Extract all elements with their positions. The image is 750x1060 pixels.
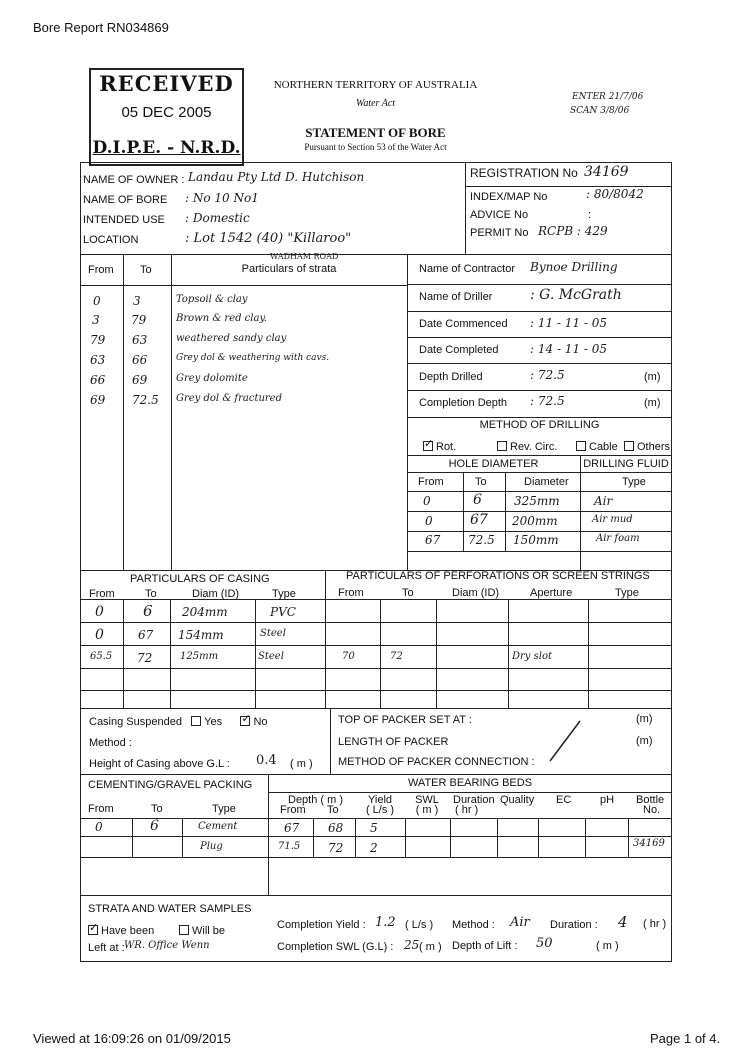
water-row-yield: 2	[370, 841, 378, 855]
casing-row-type: PVC	[270, 605, 296, 619]
perf-type-label: Type	[615, 587, 639, 599]
water-yield-unit: ( L/s )	[365, 804, 395, 816]
territory-title: NORTHERN TERRITORY OF AUSTRALIA	[273, 79, 478, 91]
others-checkbox	[624, 441, 634, 451]
depth-drilled-value: : 72.5	[530, 368, 565, 382]
water-depth-to: To	[327, 804, 339, 816]
hole-row-to: 72.5	[468, 533, 495, 547]
hole-row-type: Air	[594, 494, 613, 508]
permit-value: RCPB : 429	[538, 224, 608, 238]
registration-value: 34169	[584, 164, 629, 180]
completion-swl-value: 25	[404, 938, 420, 952]
depth-lift-label: Depth of Lift :	[452, 940, 518, 952]
water-quality-label: Quality	[500, 794, 535, 806]
casing-row-from: 65.5	[90, 651, 113, 662]
completion-depth-value: : 72.5	[530, 394, 565, 408]
driller-label: Name of Driller	[419, 291, 493, 303]
stamp-dept: D.I.P.E. - N.R.D.	[92, 138, 241, 158]
casing-row-diam: 204mm	[182, 605, 228, 619]
strata-row-desc: Grey dol & fractured	[176, 393, 282, 404]
owner-label: NAME OF OWNER :	[83, 174, 185, 186]
cementing-row-type: Plug	[200, 841, 223, 852]
length-packer-label: LENGTH OF PACKER	[338, 736, 449, 748]
strata-row-desc: Topsoil & clay	[176, 294, 248, 305]
scan-note: SCAN 3/8/06	[570, 106, 630, 116]
hole-row-diam: 200mm	[512, 514, 558, 528]
rot-checkbox-checked	[423, 441, 433, 451]
casing-row-diam: 154mm	[178, 628, 224, 642]
hole-diameter-col-label: Diameter	[524, 476, 569, 488]
strata-row-desc: weathered sandy clay	[176, 333, 287, 344]
enter-note: ENTER 21/7/06	[572, 92, 644, 102]
completion-duration-unit: ( hr )	[643, 918, 667, 930]
method-drilling-label: METHOD OF DRILLING	[479, 419, 600, 431]
yes-checkbox	[191, 716, 201, 726]
water-bearing-label: WATER BEARING BEDS	[407, 777, 533, 789]
strata-row-from: 0	[93, 294, 101, 308]
strata-row-to: 63	[132, 333, 148, 347]
water-duration-label: Duration	[453, 794, 495, 806]
strata-row-desc: Grey dolomite	[176, 373, 248, 384]
perf-row-from: 70	[342, 651, 355, 662]
cementing-type-label: Type	[212, 803, 236, 815]
perf-aperture-label: Aperture	[530, 587, 573, 599]
completion-swl-unit: ( m )	[419, 941, 442, 953]
registration-label: REGISTRATION No	[470, 166, 578, 180]
completion-depth-label: Completion Depth	[419, 397, 508, 409]
strata-row-desc: Grey dol & weathering with cavs.	[176, 353, 330, 363]
cementing-row-type: Cement	[198, 821, 238, 832]
casing-suspended: Casing Suspended Yes ✓ No	[89, 716, 268, 728]
strata-row-to: 66	[132, 353, 148, 367]
strata-from-label: From	[88, 264, 114, 276]
cable-checkbox	[576, 441, 586, 451]
depth-drilled-unit: (m)	[644, 371, 661, 383]
statement-title: STATEMENT OF BORE	[305, 125, 446, 140]
hole-type-label: Type	[622, 476, 646, 488]
completed-label: Date Completed	[419, 344, 499, 356]
completion-yield-unit: ( L/s )	[405, 919, 434, 931]
strata-row-to: 3	[133, 294, 141, 308]
cementing-from-label: From	[88, 803, 114, 815]
perf-row-aperture: Dry slot	[512, 651, 552, 662]
use-value: : Domestic	[185, 211, 250, 225]
cementing-to-label: To	[151, 803, 163, 815]
water-row-to: 68	[328, 821, 344, 835]
method-others: Others	[624, 441, 670, 453]
completion-duration-value: 4	[618, 913, 628, 931]
depth-lift-value: 50	[536, 936, 553, 951]
have-been-checkbox-checked	[88, 925, 98, 935]
hole-row-type: Air mud	[592, 514, 633, 525]
advice-label: ADVICE No	[470, 209, 529, 221]
contractor-value: Bynoe Drilling	[530, 260, 618, 274]
hole-row-from: 0	[425, 514, 433, 528]
driller-value: : G. McGrath	[530, 287, 622, 303]
commenced-value: : 11 - 11 - 05	[530, 316, 608, 330]
permit-label: PERMIT No	[470, 227, 529, 239]
hole-from-label: From	[418, 476, 444, 488]
samples-left-label: Left at :	[88, 942, 125, 954]
bore-value: : No 10 No1	[185, 191, 259, 205]
water-depth-label: Depth ( m )	[288, 794, 344, 806]
owner-value: Landau Pty Ltd D. Hutchison	[188, 170, 365, 184]
strata-particulars-label: Particulars of strata	[241, 263, 337, 275]
hole-row-type: Air foam	[596, 533, 640, 544]
will-be-checkbox	[179, 925, 189, 935]
index-value: : 80/8042	[586, 187, 644, 201]
completion-method-value: Air	[510, 915, 530, 930]
contractor-label: Name of Contractor	[419, 263, 515, 275]
water-row-from: 71.5	[278, 841, 301, 852]
method-rot: ✓Rot.	[423, 441, 456, 453]
strata-row-from: 69	[90, 393, 106, 407]
hole-row-from: 0	[423, 494, 431, 508]
pursuant-text: Pursuant to Section 53 of the Water Act	[304, 142, 447, 152]
water-bottle-label: Bottle	[636, 794, 665, 806]
casing-from-label: From	[89, 588, 115, 600]
perforations-label: PARTICULARS OF PERFORATIONS OR SCREEN STRINGS	[346, 570, 650, 582]
water-duration-unit: ( hr )	[455, 804, 479, 816]
hole-row-diam: 325mm	[514, 494, 560, 508]
water-row-bottle: 34169	[633, 838, 665, 849]
no-checkbox-checked	[240, 716, 250, 726]
height-casing-label: Height of Casing above G.L :	[89, 758, 230, 770]
water-row-yield: 5	[370, 821, 378, 835]
samples-will-be: Will be	[179, 925, 225, 937]
casing-row-to: 6	[143, 602, 153, 620]
strata-row-to: 69	[132, 373, 148, 387]
hole-row-to: 67	[470, 512, 488, 528]
commenced-label: Date Commenced	[419, 318, 508, 330]
packer-method-label: Method :	[89, 737, 132, 749]
packer-connection-label: METHOD OF PACKER CONNECTION :	[338, 756, 535, 768]
casing-diam-label: Diam (ID)	[192, 588, 240, 600]
completion-swl-label: Completion SWL (G.L) :	[277, 941, 394, 953]
top-packer-label: TOP OF PACKER SET AT :	[338, 714, 472, 726]
depth-lift-unit: ( m )	[596, 940, 619, 952]
drilling-fluid-label: DRILLING FLUID	[583, 458, 669, 470]
location-value: : Lot 1542 (40) "Killaroo"	[185, 231, 352, 246]
use-label: INTENDED USE	[83, 214, 165, 226]
stamp-date: 05 DEC 2005	[121, 104, 212, 121]
cementing-label: CEMENTING/GRAVEL PACKING	[88, 779, 253, 791]
method-rev-circ: Rev. Circ.	[497, 441, 557, 453]
stamp-received: RECEIVED	[99, 71, 234, 96]
casing-row-type: Steel	[260, 628, 286, 639]
casing-row-from: 0	[95, 627, 104, 643]
hole-to-label: To	[475, 476, 487, 488]
strata-row-from: 66	[90, 373, 106, 387]
packer-strike-mark	[545, 718, 585, 764]
completion-method-label: Method :	[452, 919, 495, 931]
water-row-to: 72	[328, 841, 344, 855]
strata-to-label: To	[140, 264, 152, 276]
cementing-row-from: 0	[95, 820, 103, 834]
water-bottle-unit: No.	[643, 804, 661, 816]
document-title: Bore Report RN034869	[33, 20, 169, 35]
casing-row-to: 72	[137, 651, 153, 665]
samples-label: STRATA AND WATER SAMPLES	[88, 903, 252, 915]
completed-value: : 14 - 11 - 05	[530, 342, 608, 356]
completion-yield-value: 1.2	[375, 915, 396, 930]
completion-yield-label: Completion Yield :	[277, 919, 366, 931]
casing-to-label: To	[145, 588, 157, 600]
completion-duration-label: Duration :	[550, 919, 598, 931]
hole-diameter-label: HOLE DIAMETER	[448, 458, 539, 470]
hole-row-from: 67	[425, 533, 441, 547]
water-swl-label: SWL	[415, 794, 439, 806]
footer-page: Page 1 of 4.	[650, 1031, 721, 1046]
strata-row-from: 63	[90, 353, 106, 367]
hole-row-diam: 150mm	[513, 533, 559, 547]
perf-diam-label: Diam (ID)	[452, 587, 500, 599]
water-ph-label: pH	[600, 794, 615, 806]
casing-row-diam: 125mm	[180, 651, 219, 662]
samples-have-been: ✓Have been	[88, 925, 154, 937]
water-yield-label: Yield	[367, 794, 393, 806]
footer-viewed: Viewed at 16:09:26 on 01/09/2015	[33, 1031, 231, 1046]
strata-row-to: 72.5	[132, 393, 159, 407]
advice-value: :	[588, 209, 592, 221]
bore-label: NAME OF BORE	[83, 194, 168, 206]
road-note: WADHAM ROAD	[270, 252, 339, 261]
casing-row-type: Steel	[258, 651, 284, 662]
casing-row-from: 0	[95, 604, 104, 620]
water-ec-label: EC	[556, 794, 572, 806]
height-casing-value: 0.4	[256, 753, 277, 768]
method-cable: Cable	[576, 441, 618, 453]
completion-depth-unit: (m)	[644, 397, 661, 409]
length-packer-unit: (m)	[636, 735, 653, 747]
water-row-from: 67	[284, 821, 300, 835]
rev-circ-checkbox	[497, 441, 507, 451]
casing-type-label: Type	[272, 588, 296, 600]
casing-label: PARTICULARS OF CASING	[130, 573, 270, 585]
index-label: INDEX/MAP No	[470, 191, 548, 203]
hole-row-to: 6	[473, 492, 482, 508]
strata-row-from: 79	[90, 333, 106, 347]
top-packer-unit: (m)	[636, 713, 653, 725]
casing-row-to: 67	[138, 628, 154, 642]
water-depth-from: From	[280, 804, 306, 816]
perf-to-label: To	[402, 587, 414, 599]
perf-row-to: 72	[390, 651, 403, 662]
water-swl-unit: ( m )	[415, 804, 439, 816]
location-label: LOCATION	[83, 234, 139, 246]
perf-from-label: From	[338, 587, 364, 599]
cementing-row-to: 6	[150, 818, 159, 834]
height-casing-unit: ( m )	[290, 758, 313, 770]
samples-left-value: WR. Office Wenn	[124, 940, 210, 951]
strata-row-from: 3	[92, 313, 100, 327]
act-title: Water Act	[355, 98, 396, 109]
strata-row-to: 79	[131, 313, 147, 327]
strata-row-desc: Brown & red clay.	[176, 313, 267, 324]
depth-drilled-label: Depth Drilled	[419, 371, 483, 383]
